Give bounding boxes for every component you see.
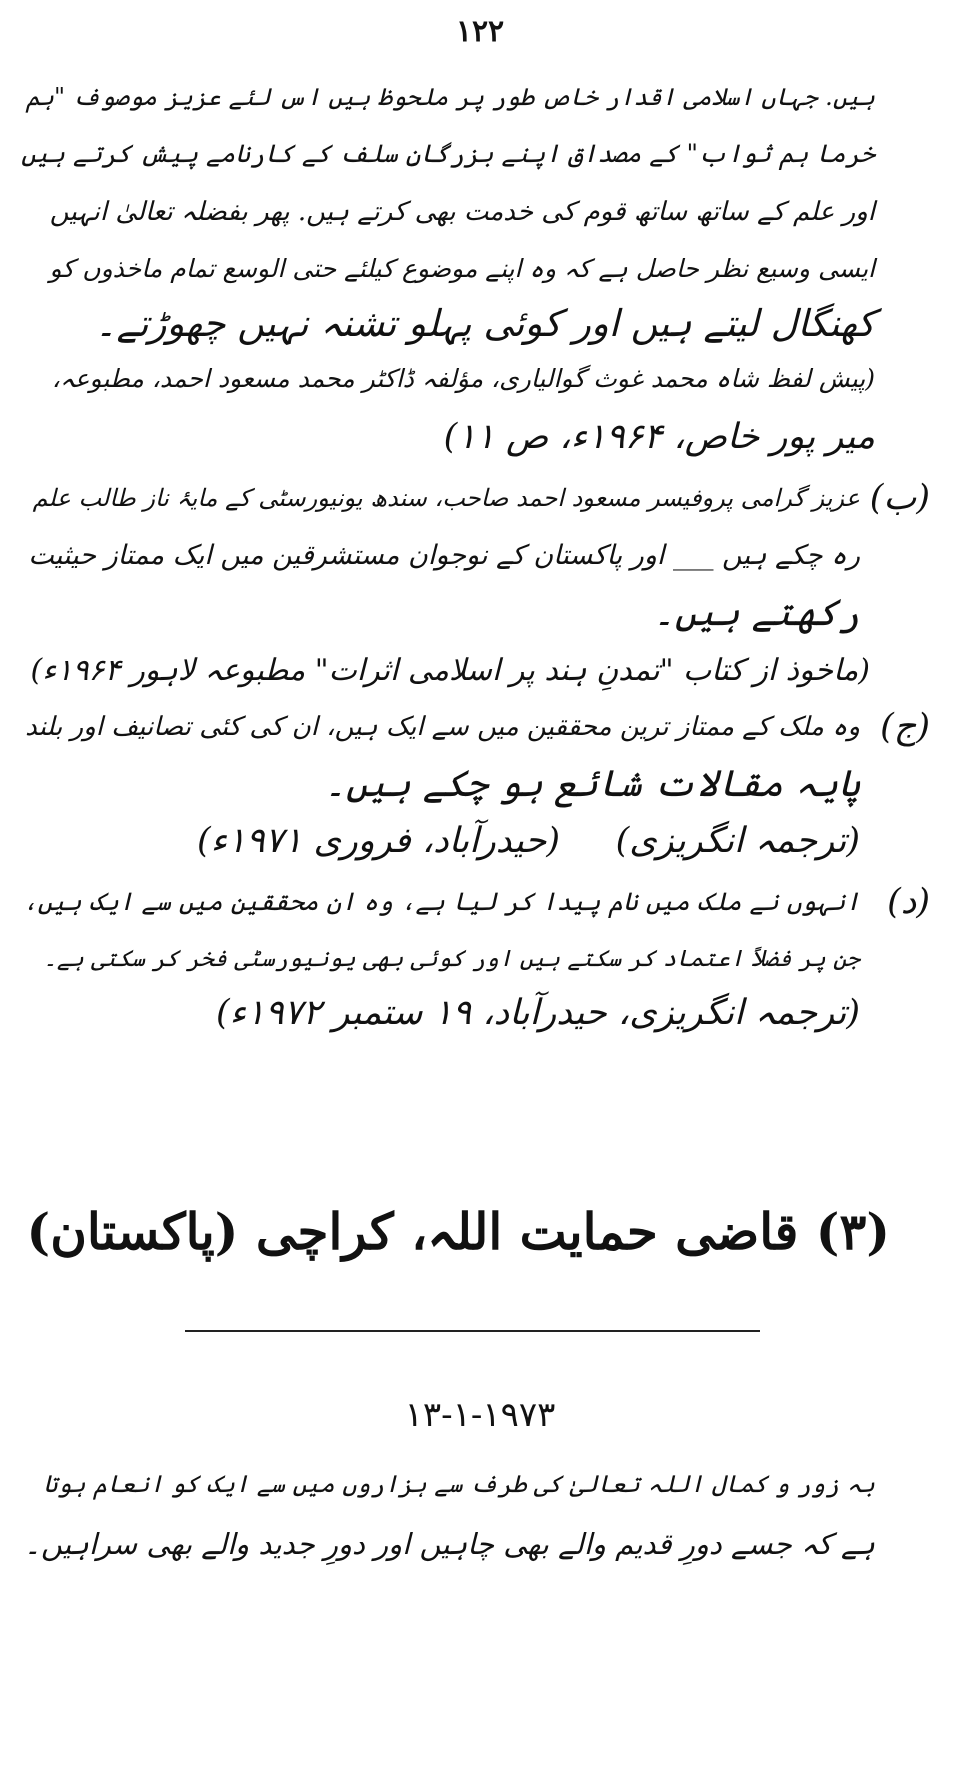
citation-line: (ماخوذ از کتاب "تمدنِ ہند پر اسلامی اثرات" مطبوعہ لاہور ۱۹۶۴ء) (30, 653, 870, 688)
paragraph-line: خرما ہم ثواب" کے مصداق اپنے بزرگانِ سلف کے کارنامے پیش کرتے ہیں (21, 139, 875, 168)
citation-line: میر پور خاص، ۱۹۶۴ء، ص ۱۱) (443, 417, 875, 457)
page-number: ۱۲۲ (455, 14, 505, 49)
paragraph-line: ایسی وسیع نظر حاصل ہے کہ وہ اپنے موضوع کیلئے حتی الوسع تمام ماخذوں کو (49, 254, 875, 283)
citation-source: (حیدرآباد، فروری ۱۹۷۱ء) (197, 821, 560, 861)
paragraph-line: رکھتے ہیں۔ (653, 591, 860, 634)
paragraph-line: ہے کہ جسے دورِ قدیم والے بھی چاہیں اور دورِ جدید والے بھی سراہیں۔ (24, 1527, 875, 1561)
section-marker-j: (ج) (880, 707, 930, 747)
section-marker-b: (ب) (869, 478, 930, 518)
citation-line: (ترجمہ انگریزی، حیدرآباد، ۱۹ ستمبر ۱۹۷۲ء) (216, 993, 860, 1033)
section-heading: (۳) قاضی حمایت اللہ، کراچی (پاکستان) (26, 1202, 890, 1261)
paragraph-line: کھنگال لیتے ہیں اور کوئی پہلو تشنہ نہیں چھوڑتے۔ (94, 302, 875, 345)
paragraph-line: بہ زور و کمال اللہ تعالیٰ کی طرف سے ہزاروں میں سے ایک کو انعام ہوتا (43, 1470, 875, 1498)
paragraph-line: ہیں. جہاں اسلامی اقدار خاص طور پر ملحوظ ہیں اس لئے عزیز موصوف "ہم (25, 83, 875, 111)
section-marker-d: (د) (887, 882, 930, 922)
paragraph-line: جن پر فضلاً اعتماد کر سکتے ہیں اور کوئی بھی یونیورسٹی فخر کر سکتی ہے۔ (43, 946, 860, 972)
citation-line: (پیش لفظ شاہ محمد غوث گوالیاری، مؤلفہ ڈاکٹر محمد مسعود احمد، مطبوعہ، (51, 364, 875, 393)
paragraph-line: رہ چکے ہیں ___ اور پاکستان کے نوجوان مستشرقین میں ایک ممتاز حیثیت (28, 540, 860, 571)
paragraph-line: وہ ملک کے ممتاز ترین محققین میں سے ایک ہیں، ان کی کئی تصانیف اور بلند (25, 712, 860, 742)
paragraph-line: پایہ مقالات شائع ہو چکے ہیں۔ (324, 762, 860, 805)
paragraph-line: انہوں نے ملک میں نام پیدا کر لیا ہے، وہ ان محققین میں سے ایک ہیں، (23, 887, 860, 916)
citation-translation: (ترجمہ انگریزی) (615, 821, 860, 861)
divider-rule (185, 1330, 760, 1332)
paragraph-line: اور علم کے ساتھ ساتھ قوم کی خدمت بھی کرتے ہیں. پھر بفضلہ تعالیٰ انہیں (49, 197, 875, 227)
paragraph-line: عزیز گرامی پروفیسر مسعود احمد صاحب، سندھ یونیورسٹی کے مایۂ ناز طالب علم (32, 484, 860, 512)
date-label: ۱۳-۱-۱۹۷۳ (404, 1395, 556, 1435)
